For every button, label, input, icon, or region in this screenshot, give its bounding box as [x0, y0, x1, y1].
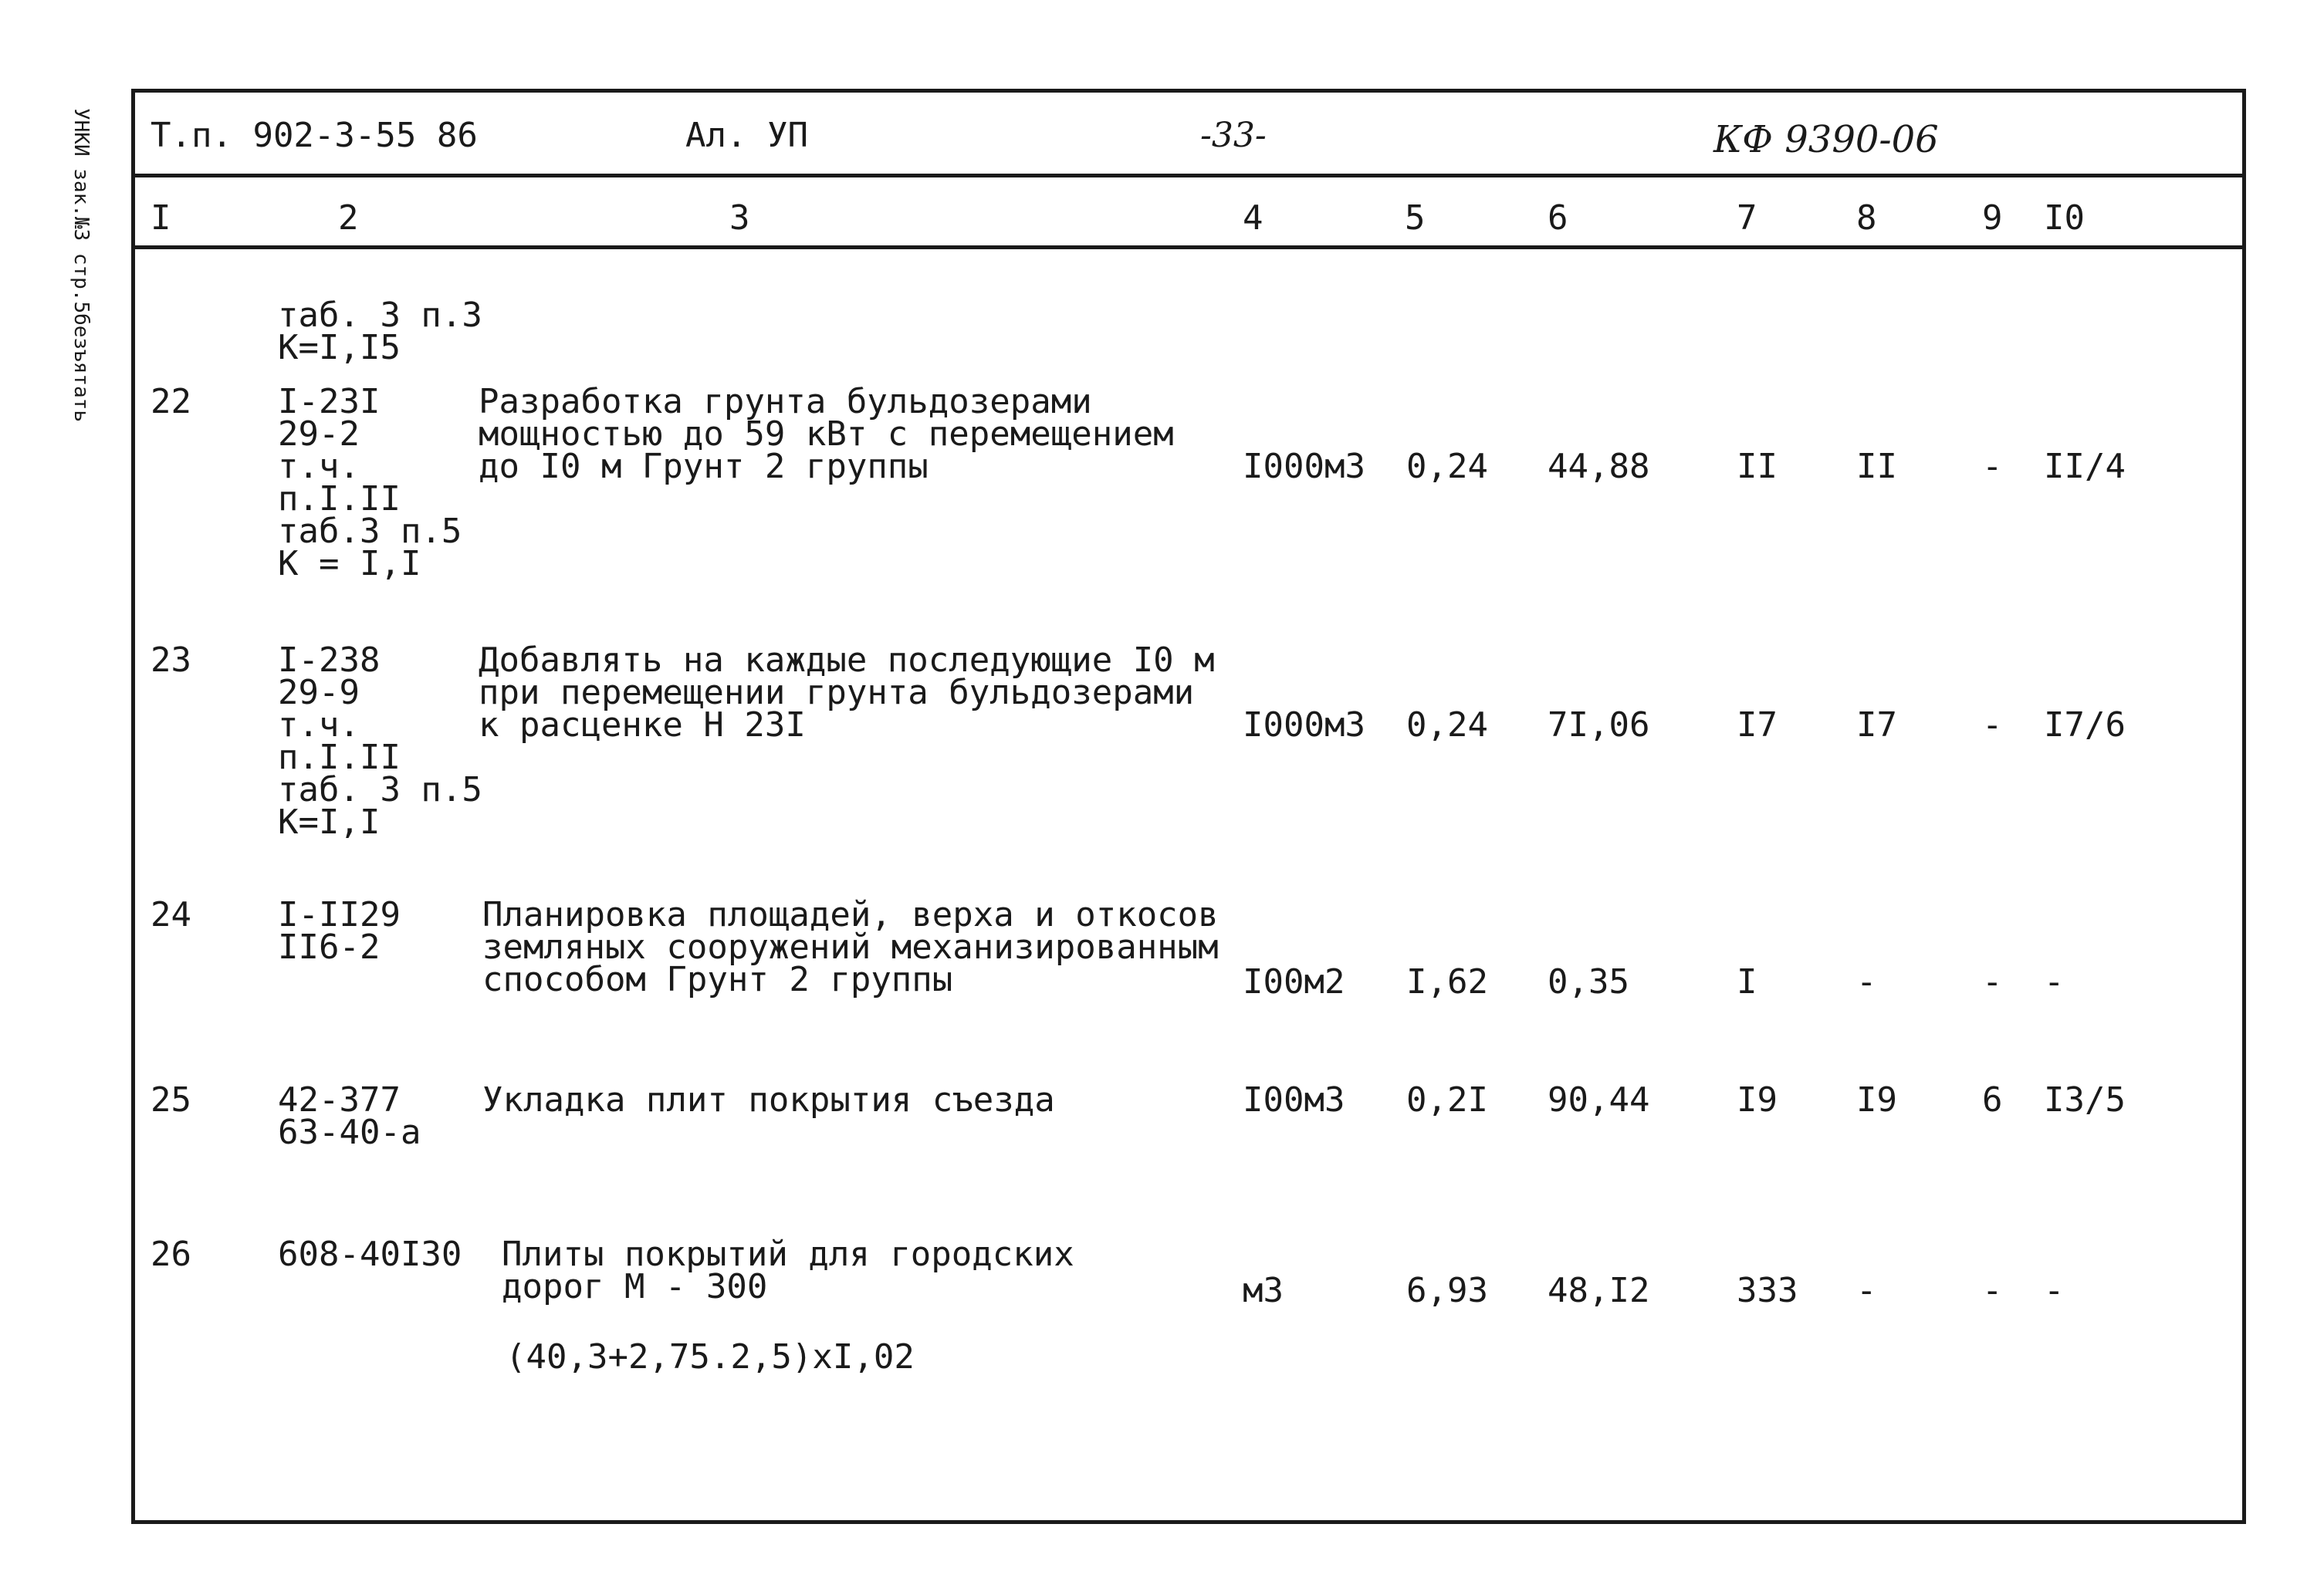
row-col8: II — [1856, 447, 1897, 486]
row-code-line: таб.3 п.5 — [278, 512, 462, 551]
column-header-2: 2 — [338, 198, 359, 238]
row-code-line: 42-377 — [278, 1080, 401, 1120]
row-number: 25 — [151, 1080, 191, 1120]
column-header-9: 9 — [1982, 198, 2003, 238]
row-description-line: Добавлять на каждые последующие I0 м — [479, 640, 1215, 680]
row-description-line: Укладка плит покрытия съезда — [482, 1080, 1055, 1120]
row-col8: - — [1856, 962, 1877, 1002]
row-col10: I3/5 — [2044, 1080, 2126, 1120]
row-code-line: 29-2 — [278, 414, 360, 454]
column-header-3: 3 — [729, 198, 750, 238]
column-header-8: 8 — [1856, 198, 1877, 238]
row-unit: I000м3 — [1243, 705, 1365, 745]
row-number: 22 — [151, 382, 191, 421]
row-code-line: I-23I — [278, 382, 381, 421]
row-unit: I000м3 — [1243, 447, 1365, 486]
row-quantity: 0,24 — [1406, 447, 1488, 486]
row-code-line: 29-9 — [278, 673, 360, 712]
row-code-line: К=I,I — [278, 803, 381, 842]
page-number: -33- — [1200, 116, 1267, 155]
row-unit-price: 48,I2 — [1548, 1271, 1650, 1310]
row-col10: - — [2044, 1271, 2065, 1310]
column-header-5: 5 — [1405, 198, 1426, 238]
row-description-line: способом Грунт 2 группы — [482, 960, 953, 999]
prefix-line: таб. 3 п.3 — [278, 296, 482, 335]
row-code-line: п.I.II — [278, 479, 401, 519]
row-col7: I7 — [1737, 705, 1778, 745]
row-unit: I00м3 — [1243, 1080, 1345, 1120]
row-code-line: 608-40I30 — [278, 1235, 462, 1274]
column-header-divider — [131, 245, 2246, 249]
row-code-line: т.ч. — [278, 705, 360, 745]
row-description-line: мощностью до 59 кВт с перемещением — [479, 414, 1174, 454]
row-number: 23 — [151, 640, 191, 680]
row-code-line: п.I.II — [278, 738, 401, 777]
column-header-1: I — [151, 198, 171, 238]
row-col8: I9 — [1856, 1080, 1897, 1120]
row-description-line: земляных сооружений механизированным — [482, 928, 1219, 967]
row-unit-price: 44,88 — [1548, 447, 1650, 486]
row-col9: - — [1982, 1271, 2003, 1310]
row-code-line: I-238 — [278, 640, 381, 680]
row-col9: - — [1982, 447, 2003, 486]
row-description-line: к расценке Н 23I — [479, 705, 806, 745]
row-col8: - — [1856, 1271, 1877, 1310]
row-number: 24 — [151, 895, 191, 934]
row-col9: 6 — [1982, 1080, 2003, 1120]
row-code-line: II6-2 — [278, 928, 381, 967]
prefix-line: К=I,I5 — [278, 328, 401, 367]
row-code-line: К = I,I — [278, 544, 421, 583]
row-description-line: Плиты покрытий для городских — [502, 1235, 1074, 1274]
column-header-10: I0 — [2044, 198, 2085, 238]
row-unit: I00м2 — [1243, 962, 1345, 1002]
album-label: Ал. УП — [685, 116, 808, 155]
row-unit-price: 0,35 — [1548, 962, 1629, 1002]
row-unit: м3 — [1243, 1271, 1284, 1310]
row-description-line: при перемещении грунта бульдозерами — [479, 673, 1195, 712]
row-col9: - — [1982, 962, 2003, 1002]
row-col8: I7 — [1856, 705, 1897, 745]
stamp-code: КФ 9390-06 — [1713, 118, 1939, 161]
row-description-line: дорог М - 300 — [502, 1267, 768, 1306]
column-header-6: 6 — [1548, 198, 1568, 238]
row-col7: I — [1737, 962, 1757, 1002]
column-header-4: 4 — [1243, 198, 1263, 238]
row-col10: - — [2044, 962, 2065, 1002]
row-col10: I7/6 — [2044, 705, 2126, 745]
row-unit-price: 7I,06 — [1548, 705, 1650, 745]
row-description-line: до I0 м Грунт 2 группы — [479, 447, 929, 486]
row-code-line: 63-40-а — [278, 1113, 421, 1152]
project-number: Т.п. 902-3-55 86 — [151, 116, 478, 155]
row-quantity: I,62 — [1406, 962, 1488, 1002]
row-number: 26 — [151, 1235, 191, 1274]
row-unit-price: 90,44 — [1548, 1080, 1650, 1120]
header-divider — [131, 174, 2246, 177]
row-quantity: 0,2I — [1406, 1080, 1488, 1120]
row-formula: (40,3+2,75.2,5)хI,02 — [506, 1337, 915, 1377]
column-header-7: 7 — [1737, 198, 1757, 238]
row-code-line: I-II29 — [278, 895, 401, 934]
row-col7: I9 — [1737, 1080, 1778, 1120]
row-col10: II/4 — [2044, 447, 2126, 486]
row-code-line: таб. 3 п.5 — [278, 770, 482, 809]
row-col7: II — [1737, 447, 1778, 486]
row-description-line: Разработка грунта бульдозерами — [479, 382, 1092, 421]
row-col7: 333 — [1737, 1271, 1798, 1310]
row-col9: - — [1982, 705, 2003, 745]
margin-note: УНКИ зак.№3 стр.5безъятать — [69, 108, 93, 422]
row-quantity: 0,24 — [1406, 705, 1488, 745]
row-description-line: Планировка площадей, верха и откосов — [482, 895, 1219, 934]
row-quantity: 6,93 — [1406, 1271, 1488, 1310]
row-code-line: т.ч. — [278, 447, 360, 486]
